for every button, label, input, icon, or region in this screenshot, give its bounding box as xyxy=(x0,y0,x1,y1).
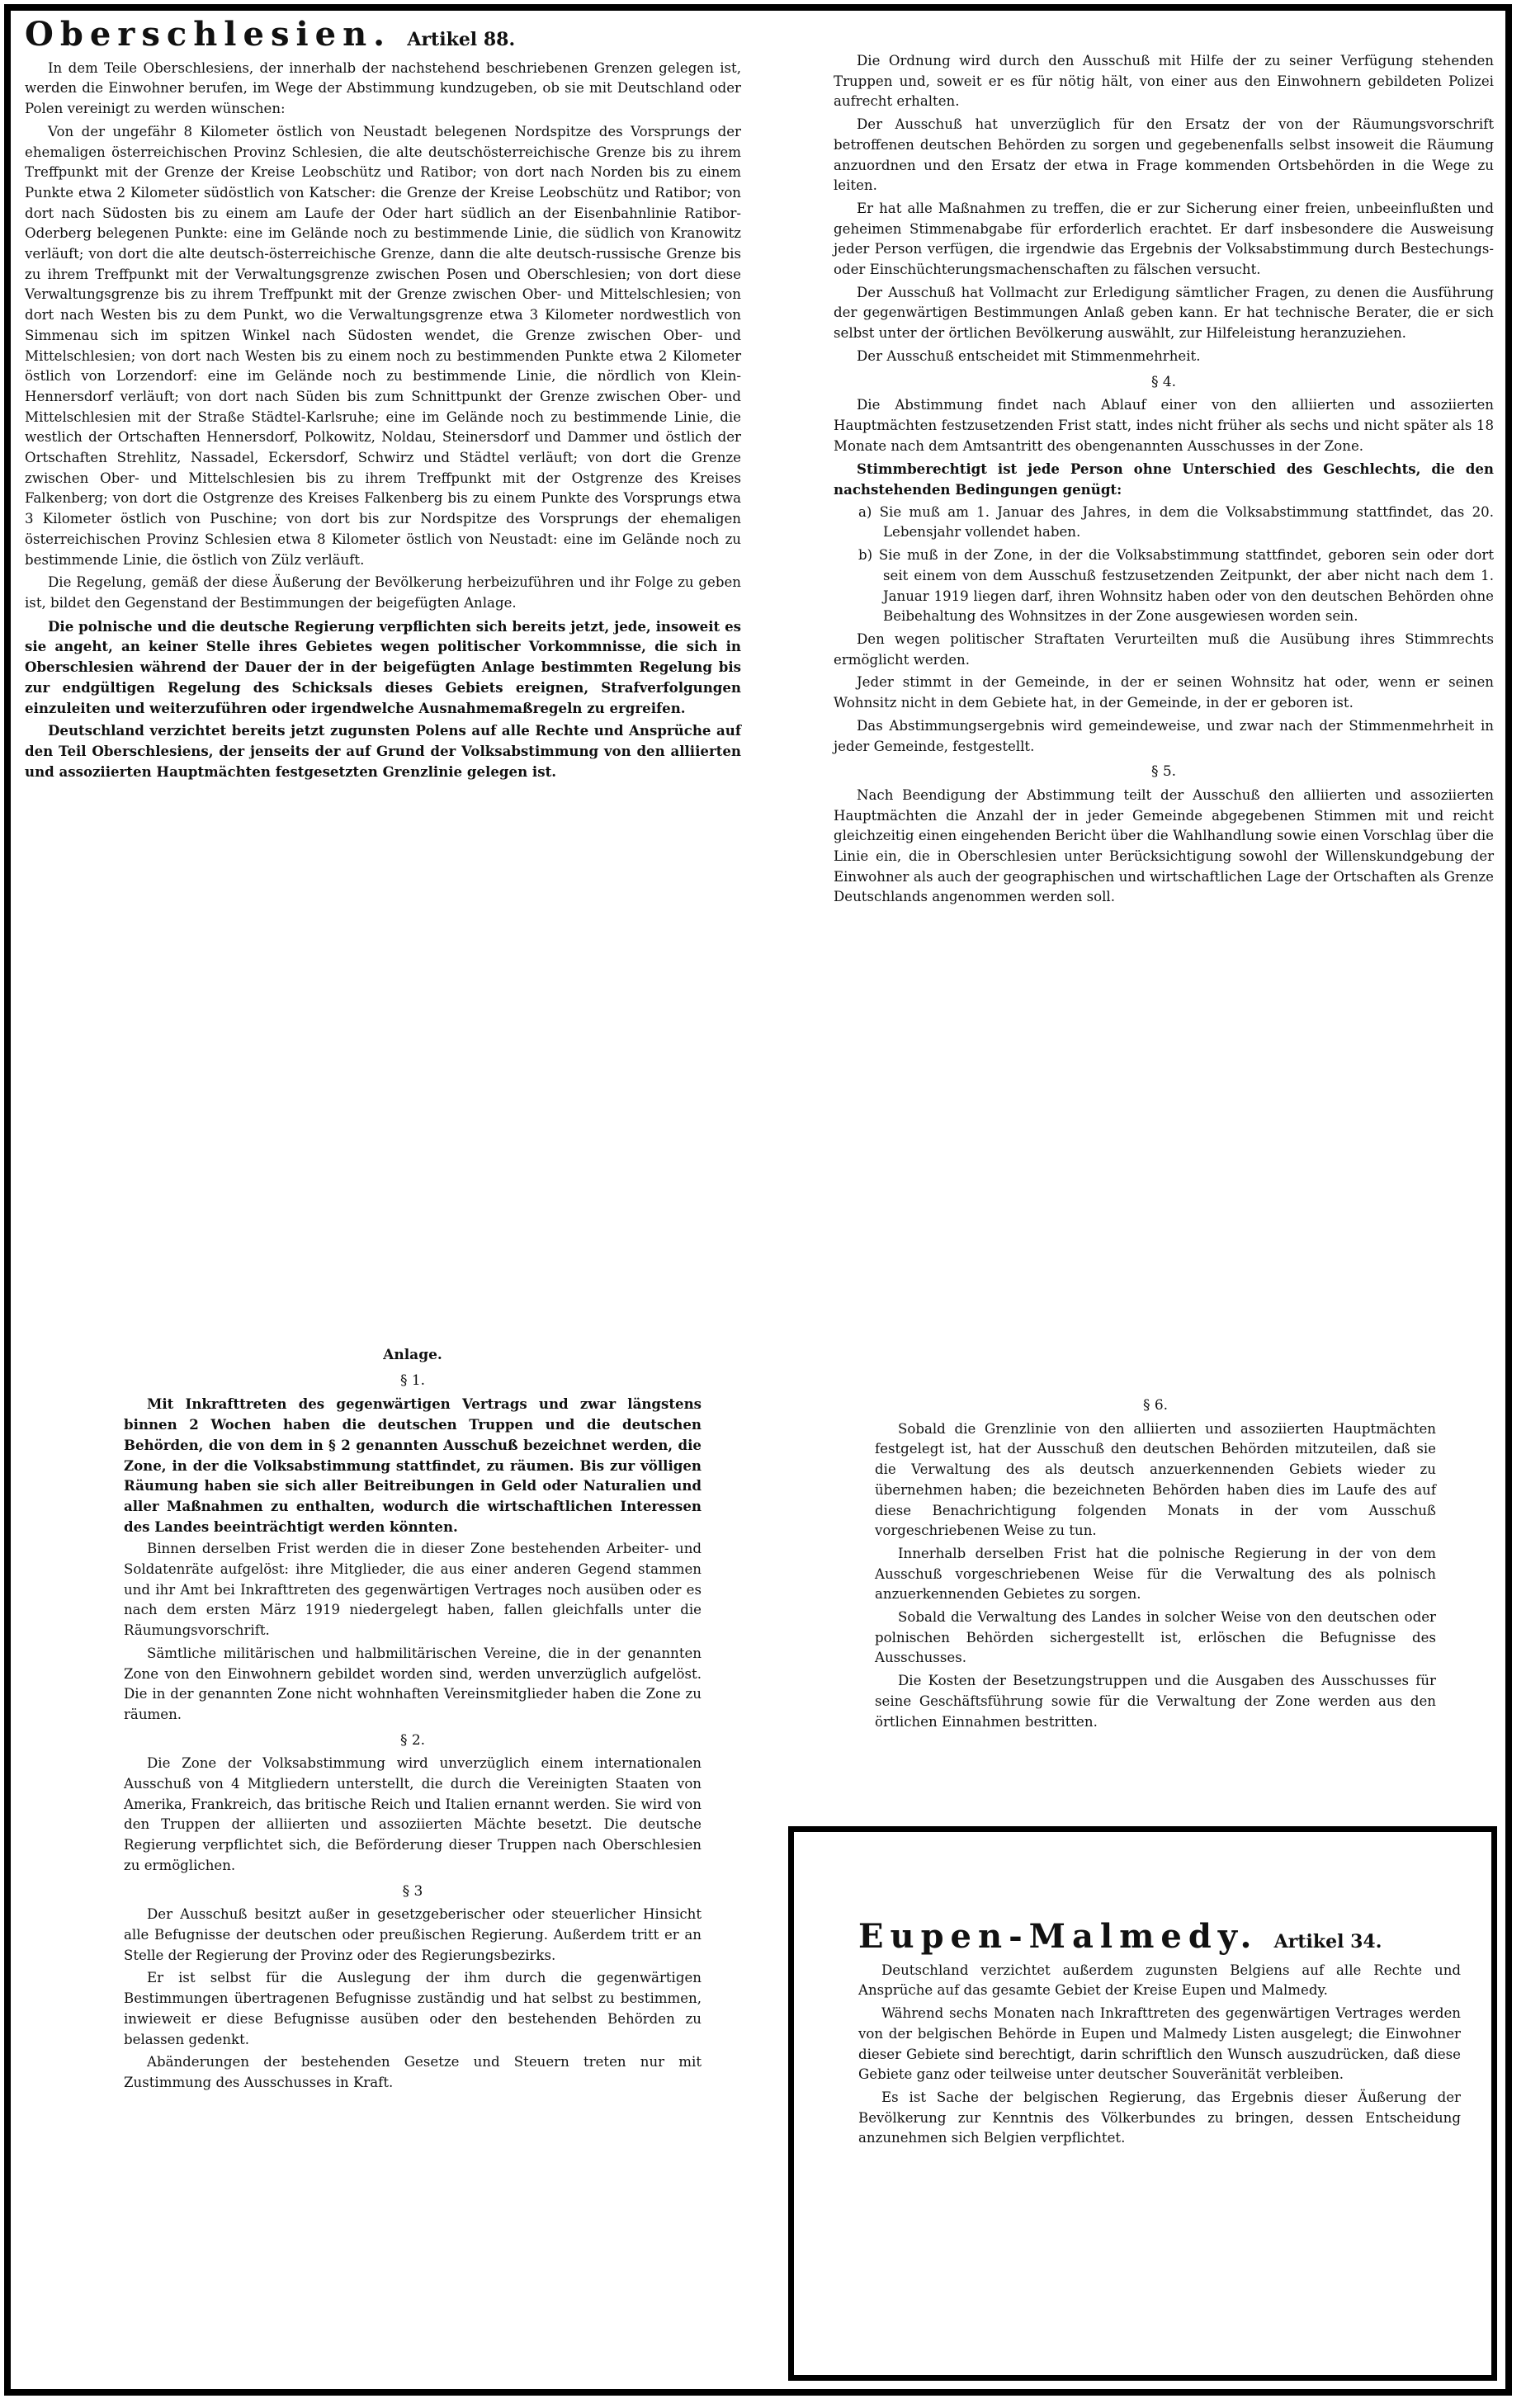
section-1-heading: § 1. xyxy=(399,1372,426,1389)
section-5-heading: § 5. xyxy=(1150,763,1177,781)
section-2-heading: § 2. xyxy=(399,1731,426,1749)
right-paragraph: Der Ausschuß hat unverzüglich für den Ersatz der von der Räumungsvorschrift betroffenen deutschen Behörden zu sorgen und gegebenenfalls selbst insoweit die Räumung anzuordnen und den Ersatz der etwa in Frage kommenden Ortsbehörden in die Wege zu leiten. xyxy=(834,116,1494,194)
condition-a: a) Sie muß am 1. Januar des Jahres, in dem die Volksabstimmung stattfindet, das 20. Lebensjahr vollendet haben. xyxy=(858,503,1494,541)
oberschlesien-title: Oberschlesien. xyxy=(25,15,392,54)
right-paragraph: Der Ausschuß hat Vollmacht zur Erledigung sämtlicher Fragen, zu denen die Ausführung der gegenwärtigen Bestimmungen Anlaß geben kann. Er hat technische Berater, die er sich selbst unter der örtlichen Bevölkerung auswählt, zur Hilfeleistung heranzuziehen. xyxy=(834,284,1494,342)
anlage-paragraph: Er ist selbst für die Auslegung der ihm durch die gegenwärtigen Bestimmungen übertragenen Befugnisse zuständig und hat selbst zu bestimmen, inwieweit er diese Befugnisse ausüben oder den bestehenden Behörden zu belassen gedenkt. xyxy=(124,1970,702,2047)
anlage-paragraph: Sämtliche militärischen und halbmilitärischen Vereine, die in der genannten Zone von den Einwohnern gebildet worden sind, werden unverzüglich aufgelöst. Die in der genannten Zone nicht wohnhaften Vereinsmitglieder haben die Zone zu räumen. xyxy=(124,1645,702,1722)
eupen-paragraph: Deutschland verzichtet außerdem zugunsten Belgiens auf alle Rechte und Ansprüche auf das gesamte Gebiet der Kreise Eupen und Malmedy. xyxy=(858,1962,1461,1999)
anlage-paragraph: Abänderungen der bestehenden Gesetze und Steuern treten nur mit Zustimmung des Ausschusses in Kraft. xyxy=(124,2054,702,2090)
right-paragraph: Der Ausschuß entscheidet mit Stimmenmehrheit. xyxy=(857,347,1201,364)
right-paragraph: Er hat alle Maßnahmen zu treffen, die er zur Sicherung einer freien, unbeeinflußten und geheimen Stimmenabgabe für erforderlich erachtet. Er darf insbesondere die Ausweisung jeder Person verfügen, die irgendwie das Ergebnis der Volksabstimmung durch Bestechungs- oder Einschüchterungsmachenschaften zu fälschen versucht. xyxy=(834,200,1494,278)
right-paragraph: Das Abstimmungsergebnis wird gemeindeweise, und zwar nach der Stimmenmehrheit in jeder Gemeinde, festgestellt. xyxy=(834,717,1494,754)
oberschlesien-article: Artikel 88. xyxy=(407,29,516,50)
condition-b: b) Sie muß in der Zone, in der die Volksabstimmung stattfindet, geboren sein oder dort seit einem von dem Ausschuß festzusetzenden Zeitpunkt, der aber nicht nach dem 1. Januar 1919 liegen darf, ihren Wohnsitz haben oder von den deutschen Behörden ohne Beibehaltung des Wohnsitzes in der Zone ausgewiesen worden sein. xyxy=(858,547,1494,625)
anlage-paragraph: Binnen derselben Frist werden die in dieser Zone bestehenden Arbeiter- und Soldatenräte aufgelöst: ihre Mitglieder, die aus einer anderen Gegend stammen und ihr Amt bei Inkrafttreten des gegenwärtigen Vertrages noch ausüben oder es nach dem ersten März 1919 niedergelegt haben, fallen gleichfalls unter die Räumungsvorschrift. xyxy=(124,1541,702,1639)
section-6-paragraph: Sobald die Verwaltung des Landes in solcher Weise von den deutschen oder polnischen Behörden sichergestellt ist, erlöschen die Befugnisse des Ausschusses. xyxy=(875,1609,1436,1666)
section-6-column xyxy=(875,1391,1436,1735)
right-top-column xyxy=(834,51,1494,910)
right-paragraph: Nach Beendigung der Abstimmung teilt der Ausschuß den alliierten und assoziierten Hauptmächten die Anzahl der in jeder Gemeinde abgegebenen Stimmen mit und reicht gleichzeitig einen eingehenden Bericht über die Wahlhandlung sowie einen Vorschlag über die Linie ein, die in Oberschlesien unter Berücksichtigung sowohl der Willenskundgebung der Einwohner als auch der geographischen und wirtschaftlichen Lage der Ortschaften als Grenze Deutschlands angenommen werden soll. xyxy=(834,786,1494,905)
eupen-title: Eupen-Malmedy. xyxy=(858,1917,1259,1956)
oberschlesien-paragraph: Von der ungefähr 8 Kilometer östlich von Neustadt belegenen Nordspitze des Vorsprungs der ehemaligen österreichischen Provinz Schlesien, die alte deutschösterreichische Grenze bis zu ihrem Treffpunkt mit der Grenze der Kreise Leobschütz und Ratibor; von dort nach Norden bis zu einem Punkte etwa 2 Kilometer südöstlich von Katscher: die Grenze der Kreise Leobschütz und Ratibor; von dort nach Südosten bis zu einem am Laufe der Oder hart südlich an der Eisenbahnlinie Ratibor-Oderberg belegenen Punkte: eine im Gelände noch zu bestimmende Linie, die südlich von Kranowitz verläuft; von dort die alte deutsch-österreichische Grenze, dann die alte deutsch-russische Grenze bis zu ihrem Treffpunkt mit der Verwaltungsgrenze zwischen Posen und Oberschlesien; von dort diese Verwaltungsgrenze bis zu ihrem Treffpunkt mit der Grenze zwischen Ober- und Mittelschlesien; von dort nach Westen bis zu dem Punkt, wo die Verwaltungsgrenze etwa 3 Kilometer nordwestlich von Simmenau sich im spitzen Winkel nach Südosten wendet, die Grenze zwischen Ober- und Mittelschlesien; von dort nach Westen bis zu einem noch zu bestimmenden Punkte etwa 2 Kilometer östlich von Lorzendorf: eine im Gelände noch zu bestimmende Linie, die nördlich von Klein-Hennersdorf verläuft; von dort nach Süden bis zum Schnittpunkt der Grenze zwischen Ober- und Mittelschlesien mit der Straße Städtel-Karlsruhe; eine im Gelände noch zu bestimmende Linie, die westlich der Ortschaften Hennersdorf, Polkowitz, Noldau, Steinersdorf und Dammer und östlich der Ortschaften Strehlitz, Nassadel, Eckersdorf, Schwirz und Städtel verläuft; von dort die Grenze zwischen Ober- und Mittelschlesien bis zu ihrem Treffpunkt mit der Ostgrenze des Kreises Falkenberg; von dort die Ostgrenze des Kreises Falkenberg bis zu einem Punkte des Vorsprungs etwa 3 Kilometer östlich von Puschine; von dort bis zur Nordspitze des Vorsprungs der ehemaligen österreichischen Provinz Schlesien etwa 8 Kilometer östlich von Neustadt: eine im Gelände noch zu bestimmende Linie, die östlich von Zülz verläuft. xyxy=(25,123,741,568)
eupen-paragraph: Während sechs Monaten nach Inkrafttreten des gegenwärtigen Vertrages werden von der belgischen Behörde in Eupen und Malmedy Listen ausgelegt; die Einwohner dieser Gebiete sind berechtigt, darin schriftlich den Wunsch auszudrücken, daß diese Gebiete ganz oder teilweise unter deutscher Souveränität verbleiben. xyxy=(858,2005,1461,2083)
anlage-paragraph: Die Zone der Volksabstimmung wird unverzüglich einem internationalen Ausschuß von 4 Mitgliedern unterstellt, die durch die Vereinigten Staaten von Amerika, Frankreich, das britische Reich und Italien ernannt werden. Sie wird von den Truppen der alliierten und assoziierten Mächte besetzt. Die deutsche Regierung verpflichtet sich, die Beförderung dieser Truppen nach Oberschlesien zu ermöglichen. xyxy=(124,1755,702,1873)
right-paragraph: Den wegen politischer Straftaten Verurteilten muß die Ausübung ihres Stimmrechts ermöglicht werden. xyxy=(834,630,1494,668)
eupen-heading xyxy=(858,1917,1461,1956)
section-6-paragraph: Innerhalb derselben Frist hat die polnische Regierung in der von dem Ausschuß vorgeschriebenen Weise für die Verwaltung des als polnisch anzuerkennenden Gebietes zu sorgen. xyxy=(875,1545,1436,1603)
oberschlesien-paragraph: Die Regelung, gemäß der diese Äußerung der Bevölkerung herbeizuführen und ihr Folge zu geben ist, bildet den Gegenstand der Bestimmungen der beigefügten Anlage. xyxy=(25,574,741,611)
section-3-heading: § 3 xyxy=(402,1882,423,1900)
eupen-malmedy-column xyxy=(858,1917,1461,2151)
section-4-heading: § 4. xyxy=(1150,373,1177,390)
right-paragraph: Jeder stimmt in der Gemeinde, in der er seinen Wohnsitz hat oder, wenn er seinen Wohnsitz nicht in dem Gebiete hat, in der Gemeinde, in der er geboren ist. xyxy=(834,674,1494,711)
oberschlesien-paragraph: In dem Teile Oberschlesiens, der innerhalb der nachstehend beschriebenen Grenzen gelegen ist, werden die Einwohner berufen, im Wege der Abstimmung kundzugeben, ob sie mit Deutschland oder Polen vereinigt zu werden wünschen: xyxy=(25,59,741,117)
section-6-paragraph: Die Kosten der Besetzungstruppen und die Ausgaben des Ausschusses für seine Geschäftsführung sowie für die Verwaltung der Zone werden aus den örtlichen Einnahmen bestritten. xyxy=(875,1673,1436,1730)
oberschlesien-column xyxy=(25,15,741,784)
oberschlesien-heading xyxy=(25,15,741,54)
eupen-article: Artikel 34. xyxy=(1273,1931,1382,1952)
anlage-title: Anlage. xyxy=(383,1347,442,1363)
anlage-column xyxy=(124,1345,702,2096)
anlage-paragraph: Der Ausschuß besitzt außer in gesetzgeberischer oder steuerlicher Hinsicht alle Befugnisse der deutschen oder preußischen Regierung. Außerdem tritt er an Stelle der Regierung der Provinz oder des Regierungsbezirks. xyxy=(124,1906,702,1963)
oberschlesien-paragraph: Die polnische und die deutsche Regierung verpflichten sich bereits jetzt, jede, insoweit es sie angeht, an keiner Stelle ihres Gebietes wegen politischer Vorkommnisse, die sich in Oberschlesien während der Dauer der in der beigefügten Anlage bestimmten Regelung bis zur endgültigen Regelung des Schicksals dieses Gebiets ereignen, Strafverfolgungen einzuleiten und weiterzuführen oder irgendwelche Ausnahmemaßregeln zu ergreifen. xyxy=(25,617,741,716)
oberschlesien-paragraph: Deutschland verzichtet bereits jetzt zugunsten Polens auf alle Rechte und Ansprüche auf den Teil Oberschlesiens, der jenseits der auf Grund der Volksabstimmung von den alliierten und assoziierten Hauptmächten festgesetzten Grenzlinie gelegen ist. xyxy=(25,722,741,780)
eupen-paragraph: Es ist Sache der belgischen Regierung, das Ergebnis dieser Äußerung der Bevölkerung zur Kenntnis des Völkerbundes zu bringen, dessen Entscheidung anzunehmen sich Belgien verpflichtet. xyxy=(858,2089,1461,2146)
right-paragraph: Die Ordnung wird durch den Ausschuß mit Hilfe der zu seiner Verfügung stehenden Truppen und, soweit er es für nötig hält, von einer aus den Einwohnern gebildeten Polizei aufrecht erhalten. xyxy=(834,53,1494,110)
right-paragraph: Stimmberechtigt ist jede Person ohne Unterschied des Geschlechts, die den nachstehenden Bedingungen genügt: xyxy=(834,460,1494,498)
anlage-paragraph: Mit Inkrafttreten des gegenwärtigen Vertrags und zwar längstens binnen 2 Wochen haben die deutschen Truppen und die deutschen Behörden, die von dem in § 2 genannten Ausschuß bezeichnet werden, die Zone, in der die Volksabstimmung stattfindet, zu räumen. Bis zur völligen Räumung haben sie sich aller Beitreibungen in Geld oder Naturalien und aller Maßnahmen zu enthalten, wodurch die wirtschaftlichen Interessen des Landes beeinträchtigt werden könnten. xyxy=(124,1395,702,1535)
section-6-paragraph: Sobald die Grenzlinie von den alliierten und assoziierten Hauptmächten festgelegt ist, hat der Ausschuß den deutschen Behörden mitzuteilen, daß sie die Verwaltung des als deutsch anzuerkennenden Gebiets wieder zu übernehmen haben; die bezeichneten Behörden haben dies im Laufe des auf diese Benachrichtigung folgenden Monats in der vom Ausschuß vorgeschriebenen Weise zu tun. xyxy=(875,1420,1436,1539)
right-paragraph: Die Abstimmung findet nach Ablauf einer von den alliierten und assoziierten Hauptmächten festzusetzenden Frist statt, indes nicht früher als sechs und nicht später als 18 Monate nach dem Amtsantritt des obengenannten Ausschusses in der Zone. xyxy=(834,397,1494,454)
section-6-heading: § 6. xyxy=(1142,1397,1169,1414)
